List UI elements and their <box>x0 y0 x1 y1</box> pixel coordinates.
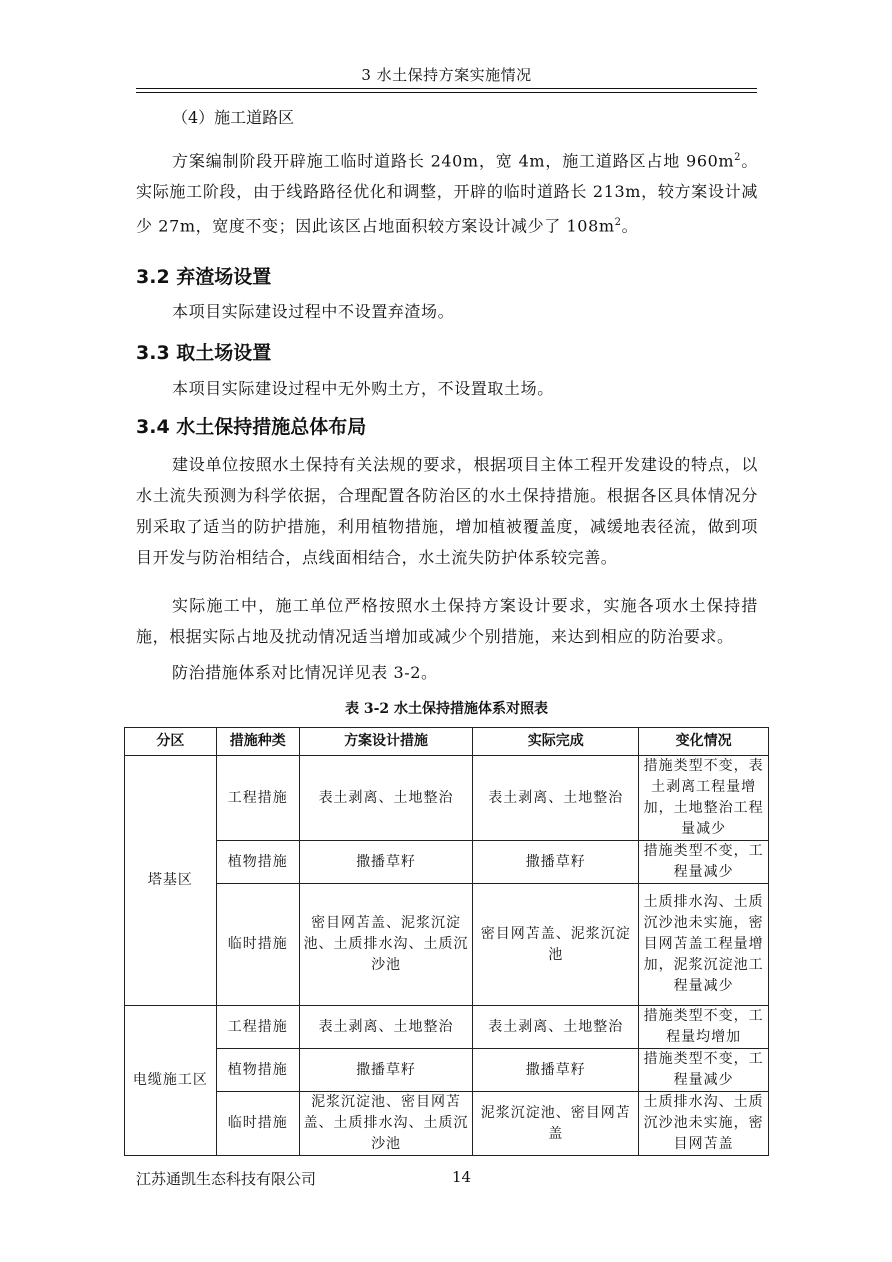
section-3-4-paragraph-3: 防治措施体系对比情况详见表 3-2。 <box>172 663 438 682</box>
column-header: 分区 <box>125 728 217 756</box>
design-measure-cell: 泥浆沉淀池、密目网苫盖、土质排水沟、土质沉沙池 <box>299 1092 473 1156</box>
section-number: 3.2 <box>136 266 177 288</box>
measure-type-cell: 临时措施 <box>216 884 299 1006</box>
zone-cell: 塔基区 <box>125 756 217 1006</box>
road-section-title: （4）施工道路区 <box>172 108 295 127</box>
section-number: 3.4 <box>136 416 177 438</box>
road-section-paragraph <box>136 142 758 242</box>
design-measure-cell: 表土剥离、土地整治 <box>299 756 473 841</box>
section-3-4-paragraph-2: 实际施工中，施工单位严格按照水土保持方案设计要求，实施各项水土保持措施，根据实际占地及扰动情况适当增加或减少个别措施，来达到相应的防治要求。 <box>136 596 758 646</box>
actual-measure-cell: 泥浆沉淀池、密目网苫盖 <box>473 1092 639 1156</box>
section-name: 水土保持措施总体布局 <box>176 416 367 438</box>
change-cell: 土质排水沟、土质沉沙池未实施，密目网苫盖 <box>639 1092 769 1156</box>
section-3-3-body: 本项目实际建设过程中无外购土方，不设置取土场。 <box>172 379 554 398</box>
actual-measure-cell: 撒播草籽 <box>473 841 639 884</box>
section-name: 取土场设置 <box>176 342 272 364</box>
measure-type-cell: 临时措施 <box>216 1092 299 1156</box>
table-row <box>125 884 769 1006</box>
page-number: 14 <box>452 1168 472 1186</box>
table-row <box>125 841 769 884</box>
design-measure-cell: 撒播草籽 <box>299 1049 473 1092</box>
column-header: 方案设计措施 <box>299 728 473 756</box>
section-number: 3.3 <box>136 342 177 364</box>
table-header-row <box>125 728 769 756</box>
header-rule-thin <box>136 92 757 93</box>
change-cell: 措施类型不变，工程量均增加 <box>639 1006 769 1049</box>
running-header: 3 水土保持方案实施情况 <box>361 66 532 84</box>
actual-measure-cell: 密目网苫盖、泥浆沉淀池 <box>473 884 639 1006</box>
table-row <box>125 756 769 841</box>
change-cell: 措施类型不变，工程量减少 <box>639 1049 769 1092</box>
road-para-part-b: 。实际施工阶段，由于线路路径优化和调整，开辟的临时道路长 213m，较方案设计减少 27m，宽度不变；因此该区占地面积较方案设计减少了 108m <box>136 151 758 236</box>
section-heading-3-4 <box>136 412 366 439</box>
section-3-2-body: 本项目实际建设过程中不设置弃渣场。 <box>172 302 455 321</box>
superscript-2: 2 <box>734 152 742 163</box>
table-row <box>125 1092 769 1156</box>
column-header: 变化情况 <box>639 728 769 756</box>
column-header: 措施种类 <box>216 728 299 756</box>
section-name: 弃渣场设置 <box>176 266 272 288</box>
actual-measure-cell: 表土剥离、土地整治 <box>473 756 639 841</box>
road-para-part-a: 方案编制阶段开辟施工临时道路长 240m，宽 4m，施工道路区占地 960m <box>172 151 735 171</box>
design-measure-cell: 密目网苫盖、泥浆沉淀池、土质排水沟、土质沉沙池 <box>299 884 473 1006</box>
actual-measure-cell: 表土剥离、土地整治 <box>473 1006 639 1049</box>
section-heading-3-2 <box>136 262 271 289</box>
design-measure-cell: 撒播草籽 <box>299 841 473 884</box>
measure-type-cell: 植物措施 <box>216 1049 299 1092</box>
table-row <box>125 1006 769 1049</box>
header-rule-thick <box>136 88 757 89</box>
change-cell: 措施类型不变，工程量减少 <box>639 841 769 884</box>
design-measure-cell: 表土剥离、土地整治 <box>299 1006 473 1049</box>
change-cell: 措施类型不变，表土剥离工程量增加，土地整治工程量减少 <box>639 756 769 841</box>
table-caption: 表 3-2 水土保持措施体系对照表 <box>344 701 549 717</box>
measure-type-cell: 工程措施 <box>216 756 299 841</box>
measure-type-cell: 工程措施 <box>216 1006 299 1049</box>
change-cell: 土质排水沟、土质沉沙池未实施，密目网苫盖工程量增加，泥浆沉淀池工程量减少 <box>639 884 769 1006</box>
column-header: 实际完成 <box>473 728 639 756</box>
section-heading-3-3 <box>136 338 271 365</box>
measures-comparison-table <box>124 727 769 1156</box>
superscript-2: 2 <box>614 217 622 229</box>
road-para-part-c: 。 <box>621 216 639 236</box>
actual-measure-cell: 撒播草籽 <box>473 1049 639 1092</box>
section-3-4-paragraph-1: 建设单位按照水土保持有关法规的要求，根据项目主体工程开发建设的特点，以水土流失预测为科学依据，合理配置各防治区的水土保持措施。根据各区具体情况分别采取了适当的防护措施，利用植物措施，增加植被覆盖度，减缓地表径流，做到项目开发与防治相结合，点线面相结合，水土流失防护体系较完善。 <box>136 455 758 567</box>
measure-type-cell: 植物措施 <box>216 841 299 884</box>
table-row <box>125 1049 769 1092</box>
zone-cell: 电缆施工区 <box>125 1006 217 1156</box>
footer-company: 江苏通凯生态科技有限公司 <box>136 1170 317 1188</box>
